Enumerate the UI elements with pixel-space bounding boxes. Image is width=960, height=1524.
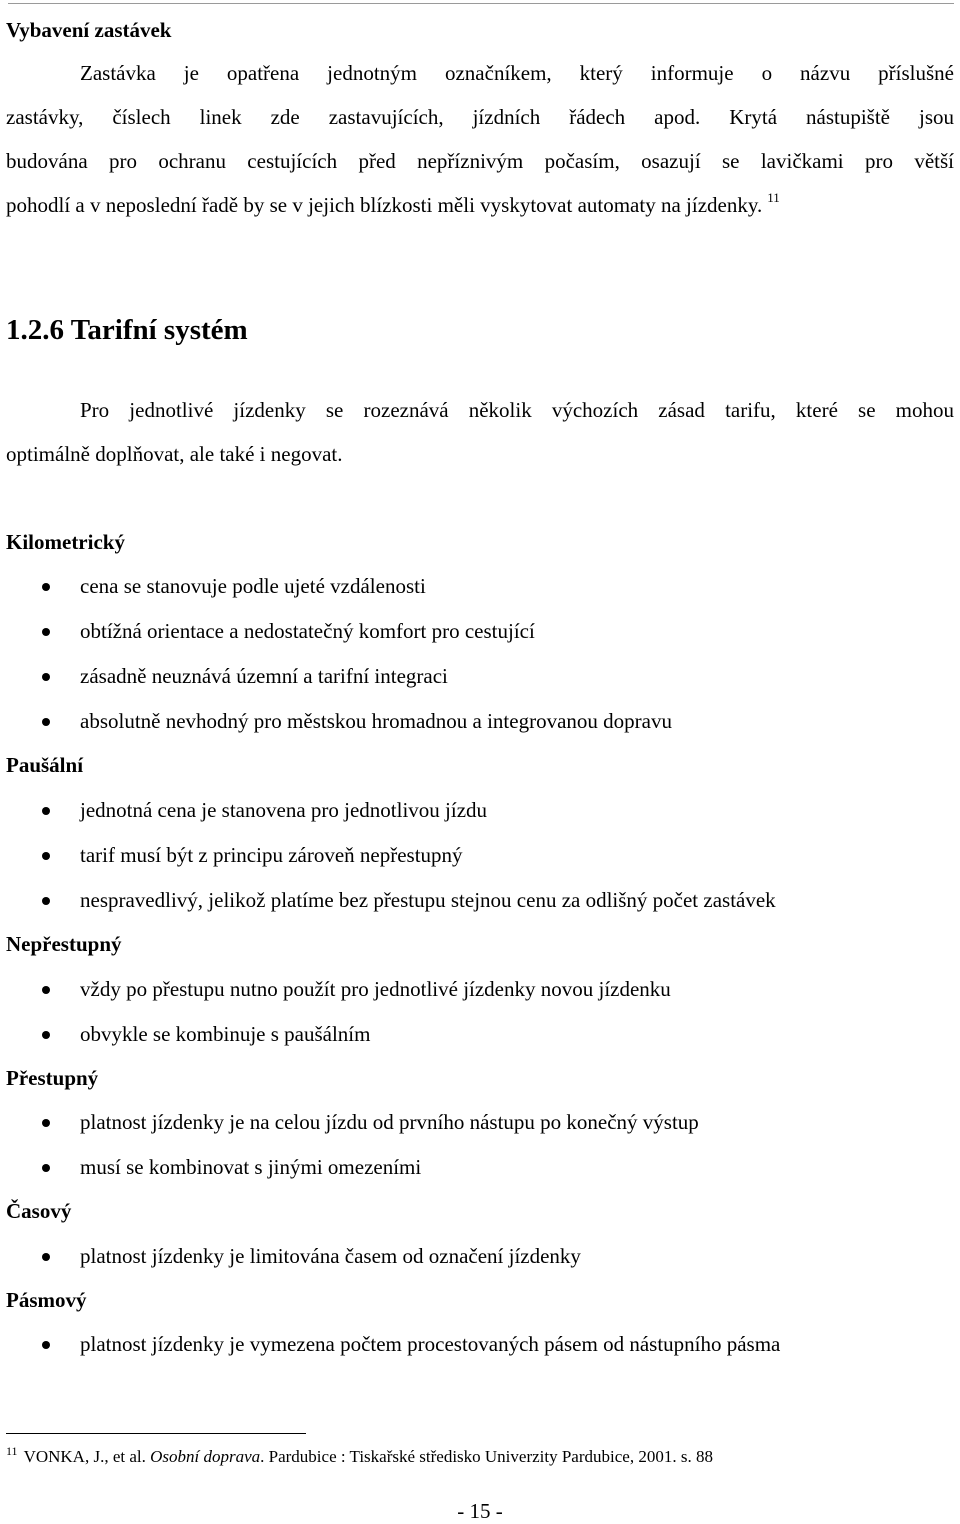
list-item: cena se stanovuje podle ujeté vzdálenosti xyxy=(80,574,426,598)
bullet-icon xyxy=(42,1031,50,1039)
bullet-icon xyxy=(42,1119,50,1127)
section-heading-stops: Vybavení zastávek xyxy=(6,18,172,42)
list-item: vždy po přestupu nutno použít pro jednotlivé jízdenky novou jízdenku xyxy=(80,977,671,1001)
category-casovy: Časový xyxy=(6,1199,72,1223)
list-item: platnost jízdenky je na celou jízdu od prvního nástupu po konečný výstup xyxy=(80,1110,699,1134)
list-item: obvykle se kombinuje s paušálním xyxy=(80,1022,371,1046)
para-line-3: budována pro ochranu cestujících před nepříznivým počasím, osazují se lavičkami pro větší xyxy=(6,149,954,173)
list-item: absolutně nevhodný pro městskou hromadnou a integrovanou dopravu xyxy=(80,709,672,733)
para-line-1: Zastávka je opatřena jednotným označníkem, který informuje o názvu příslušné xyxy=(80,61,954,85)
intro-line-2: optimálně doplňovat, ale také i negovat. xyxy=(6,442,343,466)
bullet-icon xyxy=(42,1253,50,1261)
category-pausalni: Paušální xyxy=(6,753,84,777)
footnote-number: 11 xyxy=(6,1444,18,1458)
list-item: jednotná cena je stanovena pro jednotlivou jízdu xyxy=(80,798,488,822)
bullet-icon xyxy=(42,986,50,994)
category-neprestupny: Nepřestupný xyxy=(6,932,122,956)
bullet-icon xyxy=(42,1164,50,1172)
intro-line-1: Pro jednotlivé jízdenky se rozeznává několik výchozích zásad tarifu, které se mohou xyxy=(80,398,954,422)
bullet-icon xyxy=(42,673,50,681)
list-item: musí se kombinovat s jinými omezeními xyxy=(80,1155,422,1179)
footnote-ref[interactable]: 11 xyxy=(767,190,780,205)
category-kilometricky: Kilometrický xyxy=(6,530,125,554)
bullet-icon xyxy=(42,807,50,815)
footnote-author: VONKA, J., et al. xyxy=(23,1447,146,1466)
list-item: platnost jízdenky je limitována časem od označení jízdenky xyxy=(80,1244,581,1268)
footnote-title: Osobní doprava xyxy=(150,1447,261,1466)
bullet-icon xyxy=(42,628,50,636)
footnote-rule xyxy=(6,1433,306,1434)
page-number: - 15 - xyxy=(457,1499,503,1523)
list-item: nespravedlivý, jelikož platíme bez přestupu stejnou cenu za odlišný počet zastávek xyxy=(80,888,776,912)
list-item: tarif musí být z principu zároveň nepřestupný xyxy=(80,843,463,867)
bullet-icon xyxy=(42,1341,50,1349)
bullet-icon xyxy=(42,852,50,860)
list-item: obtížná orientace a nedostatečný komfort pro cestující xyxy=(80,619,535,643)
top-rule xyxy=(8,3,954,4)
para-line-2: zastávky, číslech linek zde zastavujících, jízdních řádech apod. Krytá nástupiště jsou xyxy=(6,105,954,129)
section-heading-tariff: 1.2.6 Tarifní systém xyxy=(6,314,248,346)
bullet-icon xyxy=(42,718,50,726)
footnote xyxy=(6,1444,713,1467)
category-pasmovy: Pásmový xyxy=(6,1288,87,1312)
list-item: zásadně neuznává územní a tarifní integraci xyxy=(80,664,448,688)
para-line-4 xyxy=(6,190,780,217)
list-item: platnost jízdenky je vymezena počtem procestovaných pásem od nástupního pásma xyxy=(80,1332,781,1356)
footnote-rest: . Pardubice : Tiskařské středisko Univerzity Pardubice, 2001. s. 88 xyxy=(260,1447,713,1466)
bullet-icon xyxy=(42,897,50,905)
category-prestupny: Přestupný xyxy=(6,1066,99,1090)
para-line-4-text: pohodlí a v neposlední řadě by se v jejich blízkosti měli vyskytovat automaty na jízdenky. xyxy=(6,193,763,217)
bullet-icon xyxy=(42,583,50,591)
